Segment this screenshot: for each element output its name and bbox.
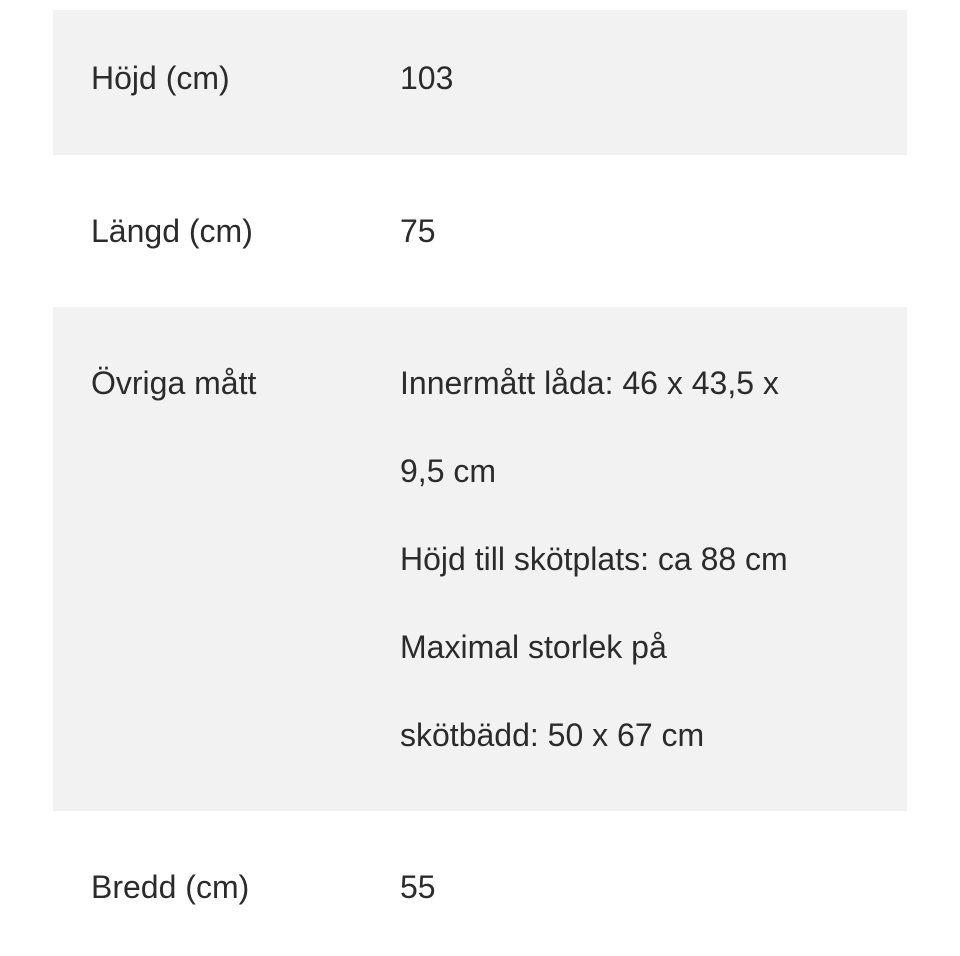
spec-label: Övriga mått bbox=[91, 365, 257, 401]
spec-label: Längd (cm) bbox=[91, 213, 253, 249]
spec-value-line: 9,5 cm bbox=[400, 453, 497, 489]
spec-value-lines bbox=[400, 339, 788, 779]
spec-value-line: skötbädd: 50 x 67 cm bbox=[400, 717, 705, 753]
spec-row-other-dimensions bbox=[53, 307, 907, 811]
spec-value-line: Innermått låda: 46 x 43,5 x bbox=[400, 365, 779, 401]
spec-row-height bbox=[53, 10, 907, 155]
specifications-table bbox=[53, 10, 907, 956]
spec-row-length bbox=[53, 155, 907, 307]
spec-value-line: Höjd till skötplats: ca 88 cm bbox=[400, 541, 788, 577]
spec-value: 75 bbox=[400, 213, 436, 249]
spec-value: 55 bbox=[400, 869, 436, 905]
spec-label: Höjd (cm) bbox=[91, 60, 230, 96]
spec-value-line: Maximal storlek på bbox=[400, 629, 667, 665]
spec-row-width bbox=[53, 811, 907, 956]
spec-value: 103 bbox=[400, 60, 454, 96]
spec-label: Bredd (cm) bbox=[91, 869, 250, 905]
